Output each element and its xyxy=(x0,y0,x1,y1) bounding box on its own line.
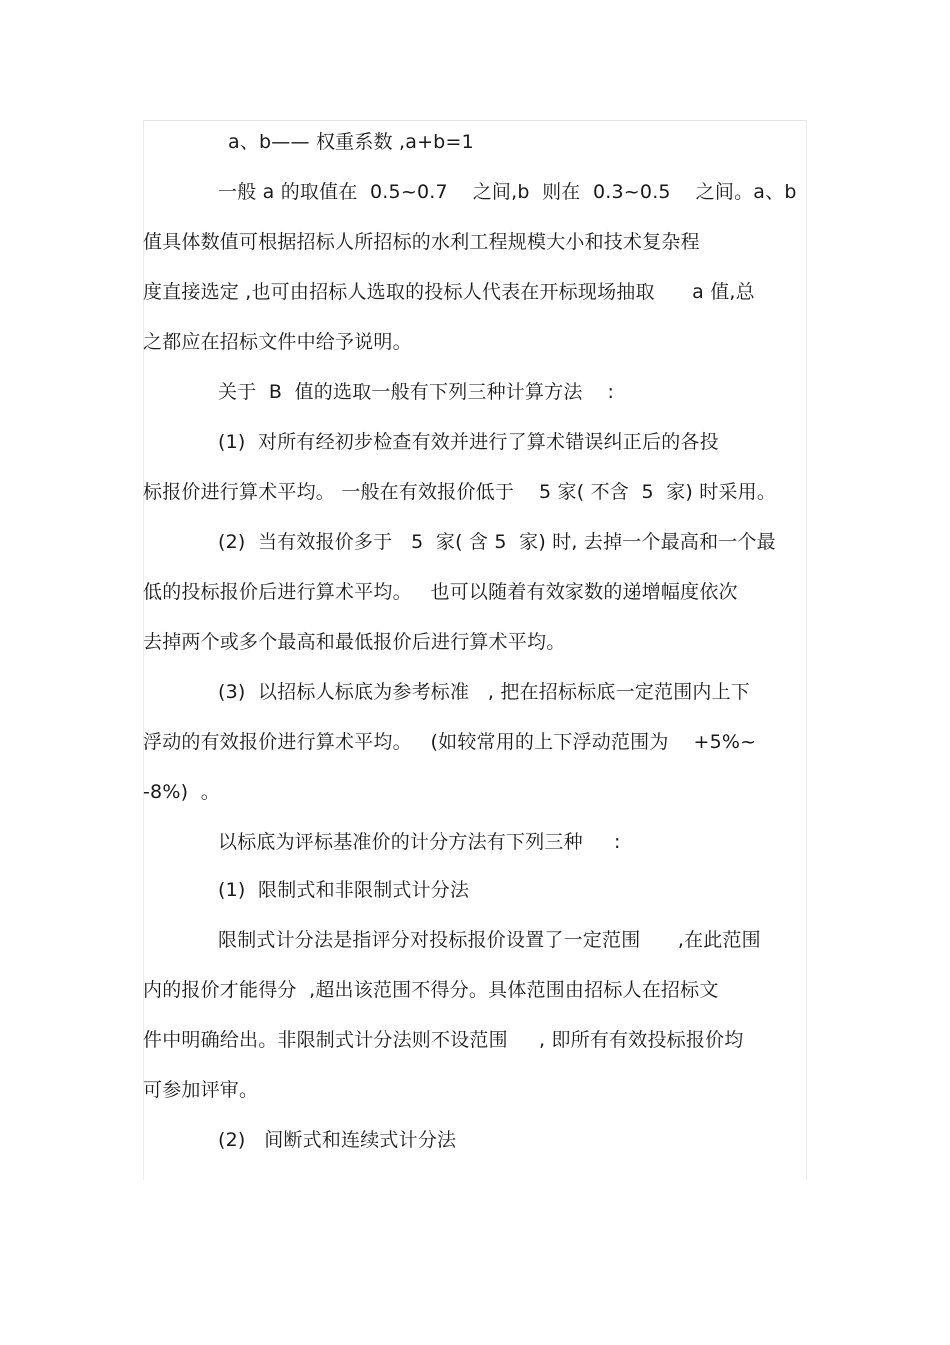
text-line-method-2-cont-1: 低的投标报价后进行算术平均。 也可以随着有效家数的递增幅度依次 xyxy=(143,581,738,603)
text-line-scoring-2-title: (2) 间断式和连续式计分法 xyxy=(218,1129,457,1151)
text-line-a-range-cont-1: 值具体数值可根据招标人所招标的水利工程规模大小和技术复杂程 xyxy=(143,231,700,253)
text-line-weight-coefficients: a、b—— 权重系数 ,a+b=1 xyxy=(228,131,474,153)
text-line-method-2-cont-2: 去掉两个或多个最高和最低报价后进行算术平均。 xyxy=(143,631,566,653)
text-line-a-range: 一般 a 的取值在 0.5~0.7 之间,b 则在 0.3~0.5 之间。a、b xyxy=(218,181,797,203)
text-line-scoring-1-body-cont-1: 内的报价才能得分 ,超出该范围不得分。具体范围由招标人在招标文 xyxy=(143,979,719,1001)
text-line-method-3: (3) 以招标人标底为参考标准 , 把在招标标底一定范围内上下 xyxy=(218,681,750,703)
text-line-scoring-1-title: (1) 限制式和非限制式计分法 xyxy=(218,879,470,901)
text-line-method-2: (2) 当有效报价多于 5 家( 含 5 家) 时, 去掉一个最高和一个最 xyxy=(218,531,776,553)
text-line-b-value-heading: 关于 B 值的选取一般有下列三种计算方法 : xyxy=(218,381,615,403)
text-line-method-1-cont: 标报价进行算术平均。 一般在有效报价低于 5 家( 不含 5 家) 时采用。 xyxy=(143,481,777,503)
text-line-method-1: (1) 对所有经初步检查有效并进行了算术错误纠正后的各投 xyxy=(218,431,719,453)
text-line-method-3-cont-1: 浮动的有效报价进行算术平均。 (如较常用的上下浮动范围为 +5%~ xyxy=(143,731,757,753)
text-line-scoring-heading: 以标底为评标基准价的计分方法有下列三种 : xyxy=(218,831,621,853)
text-line-scoring-1-body-cont-3: 可参加评审。 xyxy=(143,1079,259,1101)
text-line-scoring-1-body: 限制式计分法是指评分对投标报价设置了一定范围 ,在此范围 xyxy=(218,929,761,951)
text-line-method-3-cont-2: -8%) 。 xyxy=(143,781,220,803)
text-line-a-range-cont-3: 之都应在招标文件中给予说明。 xyxy=(143,331,412,353)
text-line-scoring-1-body-cont-2: 件中明确给出。非限制式计分法则不设范围 , 即所有有效投标报价均 xyxy=(143,1029,744,1051)
text-line-a-range-cont-2: 度直接选定 ,也可由招标人选取的投标人代表在开标现场抽取 a 值,总 xyxy=(143,281,755,303)
